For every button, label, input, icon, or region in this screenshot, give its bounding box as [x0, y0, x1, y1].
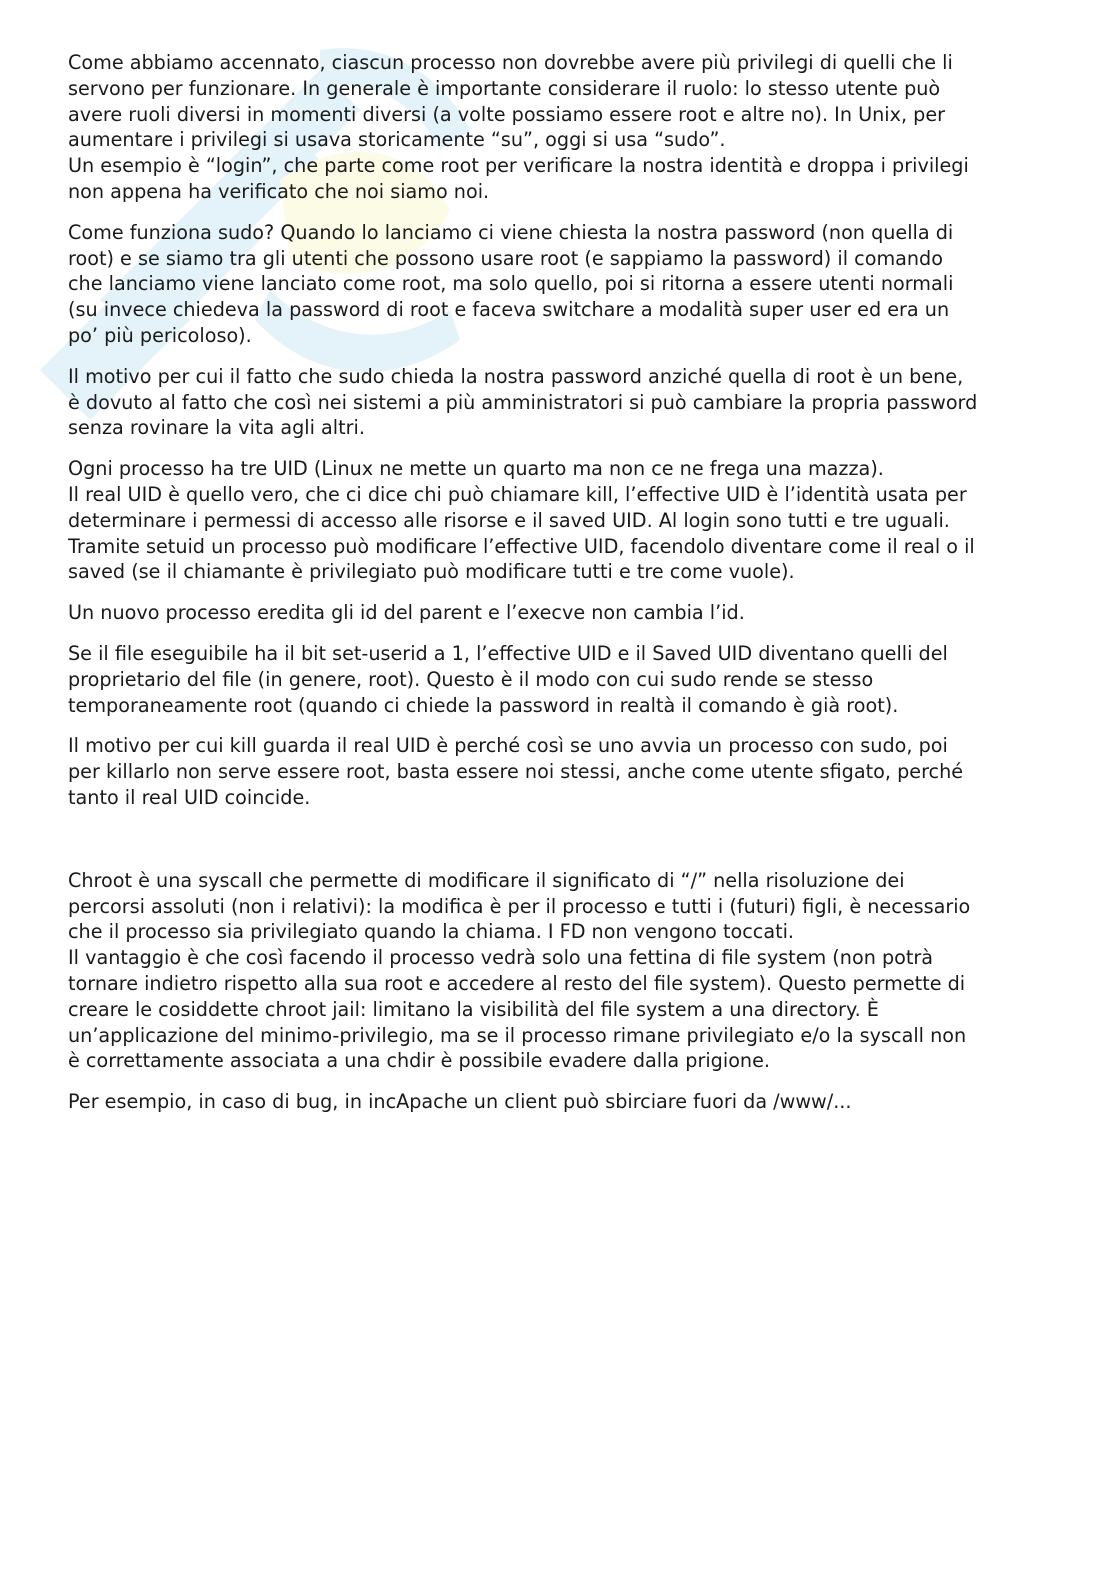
- text-line: determinare i permessi di accesso alle risorse e il saved UID. Al login sono tutti e tre uguali.: [68, 508, 950, 532]
- text-line: Il motivo per cui kill guarda il real UID è perché così se uno avvia un processo con sudo, poi: [68, 734, 948, 758]
- text-line: Come abbiamo accennato, ciascun processo non dovrebbe avere più privilegi di quelli che li: [68, 51, 953, 74]
- text-line: aumentare i privilegi si usava storicamente “su”, oggi si usa “sudo”.: [68, 128, 726, 152]
- text-line: è correttamente associata a una chdir è possibile evadere dalla prigione.: [68, 1049, 770, 1073]
- text-line: servono per funzionare. In generale è importante considerare il ruolo: lo stesso utente può: [68, 76, 941, 100]
- section-spacer: [68, 826, 1048, 868]
- text-line: per killarlo non serve essere root, basta essere noi stessi, anche come utente sfigato, perché: [68, 760, 964, 784]
- text-line: Ogni processo ha tre UID (Linux ne mette un quarto ma non ce ne frega una mazza).: [68, 457, 884, 481]
- text-line: (su invece chiedeva la password di root e faceva switchare a modalità super user ed era un: [68, 298, 950, 322]
- document-body: [68, 50, 1048, 1130]
- text-line: Il real UID è quello vero, che ci dice chi può chiamare kill, l’effective UID è l’identità usata per: [68, 482, 967, 506]
- text-line: tanto il real UID coincide.: [68, 785, 311, 809]
- text-line: po’ più pericoloso).: [68, 323, 252, 347]
- paragraph-7: [68, 733, 1048, 810]
- text-line: avere ruoli diversi in momenti diversi (a volte possiamo essere root e altre no). In Unix, per: [68, 102, 946, 126]
- text-line: saved (se il chiamante è privilegiato può modificare tutti e tre come vuole).: [68, 560, 795, 584]
- paragraph-5: [68, 600, 1048, 626]
- text-line: root) e se siamo tra gli utenti che possono usare root (e sappiamo la password) il comando: [68, 246, 943, 270]
- text-line: è dovuto al fatto che così nei sistemi a più amministratori si può cambiare la propria password: [68, 390, 978, 414]
- paragraph-2: [68, 220, 1048, 349]
- paragraph-6: [68, 641, 1048, 718]
- text-line: Come funziona sudo? Quando lo lanciamo ci viene chiesta la nostra password (non quella di: [68, 220, 954, 244]
- paragraph-3: [68, 364, 1048, 441]
- text-line: Il vantaggio è che così facendo il processo vedrà solo una fettina di file system (non potrà: [68, 946, 934, 970]
- text-line: Per esempio, in caso di bug, in incApache un client può sbirciare fuori da /www/...: [68, 1090, 852, 1114]
- text-line: Chroot è una syscall che permette di modificare il significato di “/” nella risoluzione dei: [68, 868, 905, 892]
- text-line: un’applicazione del minimo-privilegio, ma se il processo rimane privilegiato e/o la syscall non: [68, 1023, 967, 1047]
- text-line: tornare indietro rispetto alla sua root e accedere al resto del file system). Questo permette di: [68, 971, 966, 995]
- paragraph-1: [68, 50, 1048, 205]
- text-line: Un esempio è “login”, che parte come root per verificare la nostra identità e droppa i privilegi: [68, 154, 969, 178]
- paragraph-9: [68, 1089, 1048, 1115]
- text-line: Un nuovo processo eredita gli id del parent e l’execve non cambia l’id.: [68, 601, 745, 625]
- text-line: Tramite setuid un processo può modificare l’effective UID, facendolo diventare come il real o il: [68, 534, 975, 558]
- paragraph-8: [68, 868, 1048, 1074]
- text-line: creare le cosiddette chroot jail: limitano la visibilità del file system a una directory. È: [68, 997, 879, 1021]
- text-line: Se il file eseguibile ha il bit set-userid a 1, l’effective UID e il Saved UID diventano quelli del: [68, 641, 948, 665]
- text-line: non appena ha verificato che noi siamo noi.: [68, 179, 490, 203]
- text-line: percorsi assoluti (non i relativi): la modifica è per il processo e tutti i (futuri) figli, è necessario: [68, 894, 971, 918]
- text-line: proprietario del file (in genere, root). Questo è il modo con cui sudo rende se stesso: [68, 667, 874, 691]
- text-line: temporaneamente root (quando ci chiede la password in realtà il comando è già root).: [68, 693, 899, 717]
- text-line: che il processo sia privilegiato quando la chiama. I FD non vengono toccati.: [68, 920, 795, 944]
- text-line: Il motivo per cui il fatto che sudo chieda la nostra password anziché quella di root è un bene,: [68, 364, 964, 388]
- text-line: senza rovinare la vita agli altri.: [68, 416, 365, 440]
- text-line: che lanciamo viene lanciato come root, ma solo quello, poi si ritorna a essere utenti normali: [68, 272, 954, 296]
- paragraph-4: [68, 456, 1048, 585]
